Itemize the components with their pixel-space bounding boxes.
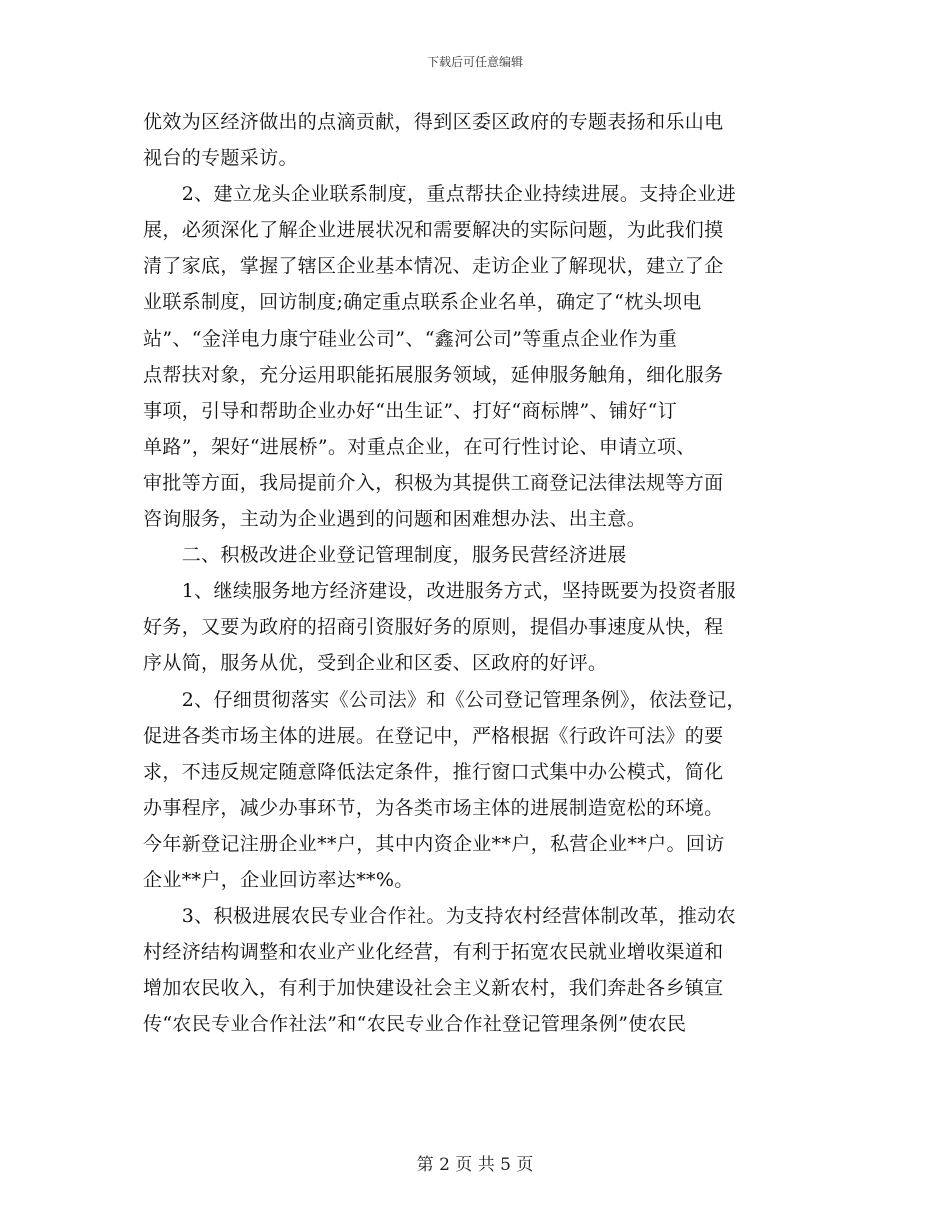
body-line: 村经济结构调整和农业产业化经营，有利于拓宽农民就业增收渠道和 <box>143 941 724 964</box>
body-line: 增加农民收入，有利于加快建设社会主义新农村，我们奔赴各乡镇宣 <box>143 977 724 1000</box>
body-line: 点帮扶对象，充分运用职能拓展服务领域，延伸服务触角，细化服务 <box>143 363 724 386</box>
body-line: 视台的专题采访。 <box>143 147 298 170</box>
body-line: 业联系制度，回访制度;确定重点联系企业名单，确定了“枕头坝电 <box>143 291 702 314</box>
document-body <box>143 104 823 1042</box>
body-line: 咨询服务，主动为企业遇到的问题和困难想办法、出主意。 <box>143 508 647 531</box>
body-line: 展，必须深化了解企业进展状况和需要解决的实际问题，为此我们摸 <box>143 219 724 242</box>
body-line: 2、仔细贯彻落实《公司法》和《公司登记管理条例》，依法登记， <box>143 688 746 711</box>
body-line: 单路”，架好“进展桥”。对重点企业，在可行性讨论、申请立项、 <box>143 435 696 458</box>
body-line: 求，不违反规定随意降低法定条件，推行窗口式集中办公模式，简化 <box>143 760 724 783</box>
page-number: 第 2 页 共 5 页 <box>416 1155 534 1175</box>
body-line: 办事程序，减少办事环节，为各类市场主体的进展制造宽松的环境。 <box>143 796 724 819</box>
body-line: 序从简，服务从优，受到企业和区委、区政府的好评。 <box>143 652 608 675</box>
body-line: 1、继续服务地方经济建设，改进服务方式，坚持既要为投资者服 <box>143 580 736 603</box>
body-line: 企业**户，企业回访率达**%。 <box>143 868 414 891</box>
body-line: 好务，又要为政府的招商引资服好务的原则，提倡办事速度从快，程 <box>143 616 724 639</box>
page-header: 下载后可任意编辑 <box>426 55 523 69</box>
body-line: 传“农民专业合作社法”和“农民专业合作社登记管理条例”使农民 <box>143 1013 687 1036</box>
body-line: 站”、“金洋电力康宁硅业公司”、“鑫河公司”等重点企业作为重 <box>143 327 678 350</box>
body-line: 优效为区经济做出的点滴贡献，得到区委区政府的专题表扬和乐山电 <box>143 111 724 133</box>
body-line: 3、积极进展农民专业合作社。为支持农村经营体制改革，推动农 <box>143 905 736 928</box>
body-line: 审批等方面，我局提前介入，积极为其提供工商登记法律法规等方面 <box>143 471 724 494</box>
body-line: 2、建立龙头企业联系制度，重点帮扶企业持续进展。支持企业进 <box>143 183 736 206</box>
body-line: 今年新登记注册企业**户，其中内资企业**户，私营企业**户。回访 <box>143 832 725 855</box>
body-line: 事项，引导和帮助企业办好“出生证”、打好“商标牌”、铺好“订 <box>143 399 678 422</box>
body-line: 清了家底，掌握了辖区企业基本情况、走访企业了解现状，建立了企 <box>143 255 724 278</box>
body-line: 促进各类市场主体的进展。在登记中，严格根据《行政许可法》的要 <box>143 724 724 747</box>
section-heading: 二、积极改进企业登记管理制度，服务民营经济进展 <box>143 544 627 567</box>
